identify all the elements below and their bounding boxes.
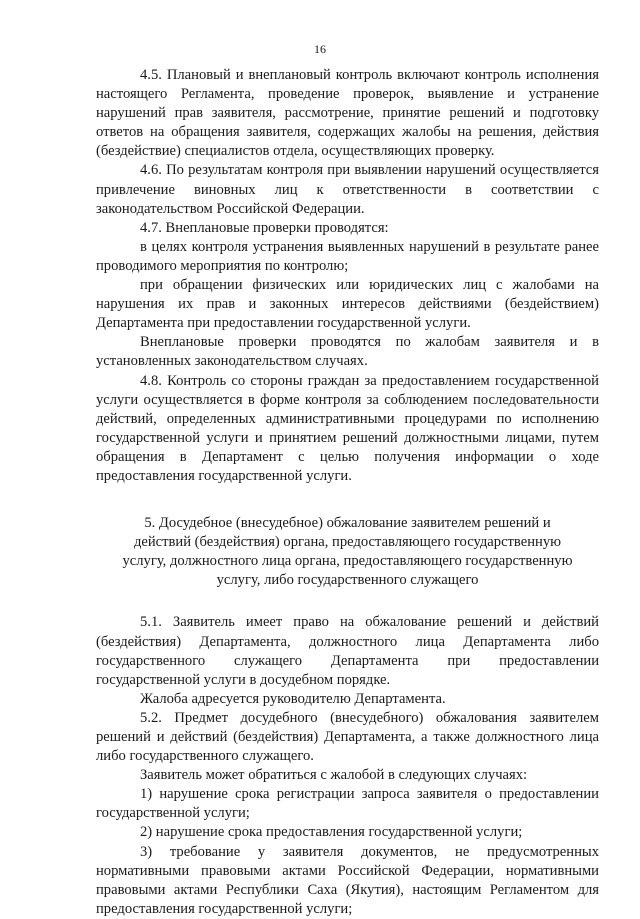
list-item-2: 2) нарушение срока предоставления государственной услуги;: [140, 824, 523, 841]
paragraph-4-7-item-2: при обращении физических или юридических лиц с жалобами на нарушения их прав и законных интересов действиями (бездействием) Департамента при предоставлении государственной услуги.: [96, 277, 599, 332]
paragraph-4-7-item-1: в целях контроля устранения выявленных нарушений в результате ранее проводимого мероприятия по контролю;: [96, 238, 599, 274]
list-item-3: 3) требование у заявителя документов, не предусмотренных нормативными правовыми актами Российской Федерации, нормативными правовыми актами Республики Саха (Якутия), настоящим Регламентом для предоставления государственной услуги;: [96, 843, 599, 917]
list-item-1: 1) нарушение срока регистрации запроса заявителя о предоставлении государственной услуги;: [96, 786, 599, 822]
paragraph-cases-intro: Заявитель может обратиться с жалобой в следующих случаях:: [140, 767, 528, 784]
document-body: [96, 66, 599, 919]
paragraph-4-7-note: Внеплановые проверки проводятся по жалобам заявителя и в установленных законодательством случаях.: [96, 334, 599, 370]
paragraph-4-7: 4.7. Внеплановые проверки проводятся:: [140, 219, 389, 236]
paragraph-5-1: 5.1. Заявитель имеет право на обжалование решений и действий (бездействия) Департамента, должностного лица Департамента либо государственного служащего Департамента при предоставлении государственной услуги в досудебном порядке.: [96, 614, 599, 688]
paragraph-4-5: 4.5. Плановый и внеплановый контроль включают контроль исполнения настоящего Регламента, проведение проверок, выявление и устранение нарушений прав заявителя, рассмотрение, принятие решений и подготовку ответов на обращения заявителя, содержащих жалобы на решения, действия (бездействие) специалистов отдела, осуществляющих проверку.: [96, 67, 599, 160]
paragraph-4-6: 4.6. По результатам контроля при выявлении нарушений осуществляется привлечение виновных лиц к ответственности в соответствии с законодательством Российской Федерации.: [96, 162, 599, 217]
paragraph-4-8: 4.8. Контроль со стороны граждан за предоставлением государственной услуги осуществляется в форме контроля за соблюдением последовательности действий, определенных административными процедурами по исполнению государственной услуги и принятием решений должностными лицами, путем обращения в Департамент с целью получения информации о ходе предоставления государственной услуги.: [96, 372, 599, 484]
page-number: 16: [314, 42, 326, 56]
paragraph-5-2: 5.2. Предмет досудебного (внесудебного) обжалования заявителем решений и действий (бездействия) Департамента, а также должностного лица либо государственного служащего.: [96, 709, 599, 765]
paragraph-complaint-addressee: Жалоба адресуется руководителю Департамента.: [140, 690, 446, 707]
section-5-heading: 5. Досудебное (внесудебное) обжалование заявителем решений и действий (бездействия) органа, предоставляющего государственную услугу, должностного лица органа, предоставляющего государственную услугу, либо государственного служащего: [122, 515, 573, 589]
